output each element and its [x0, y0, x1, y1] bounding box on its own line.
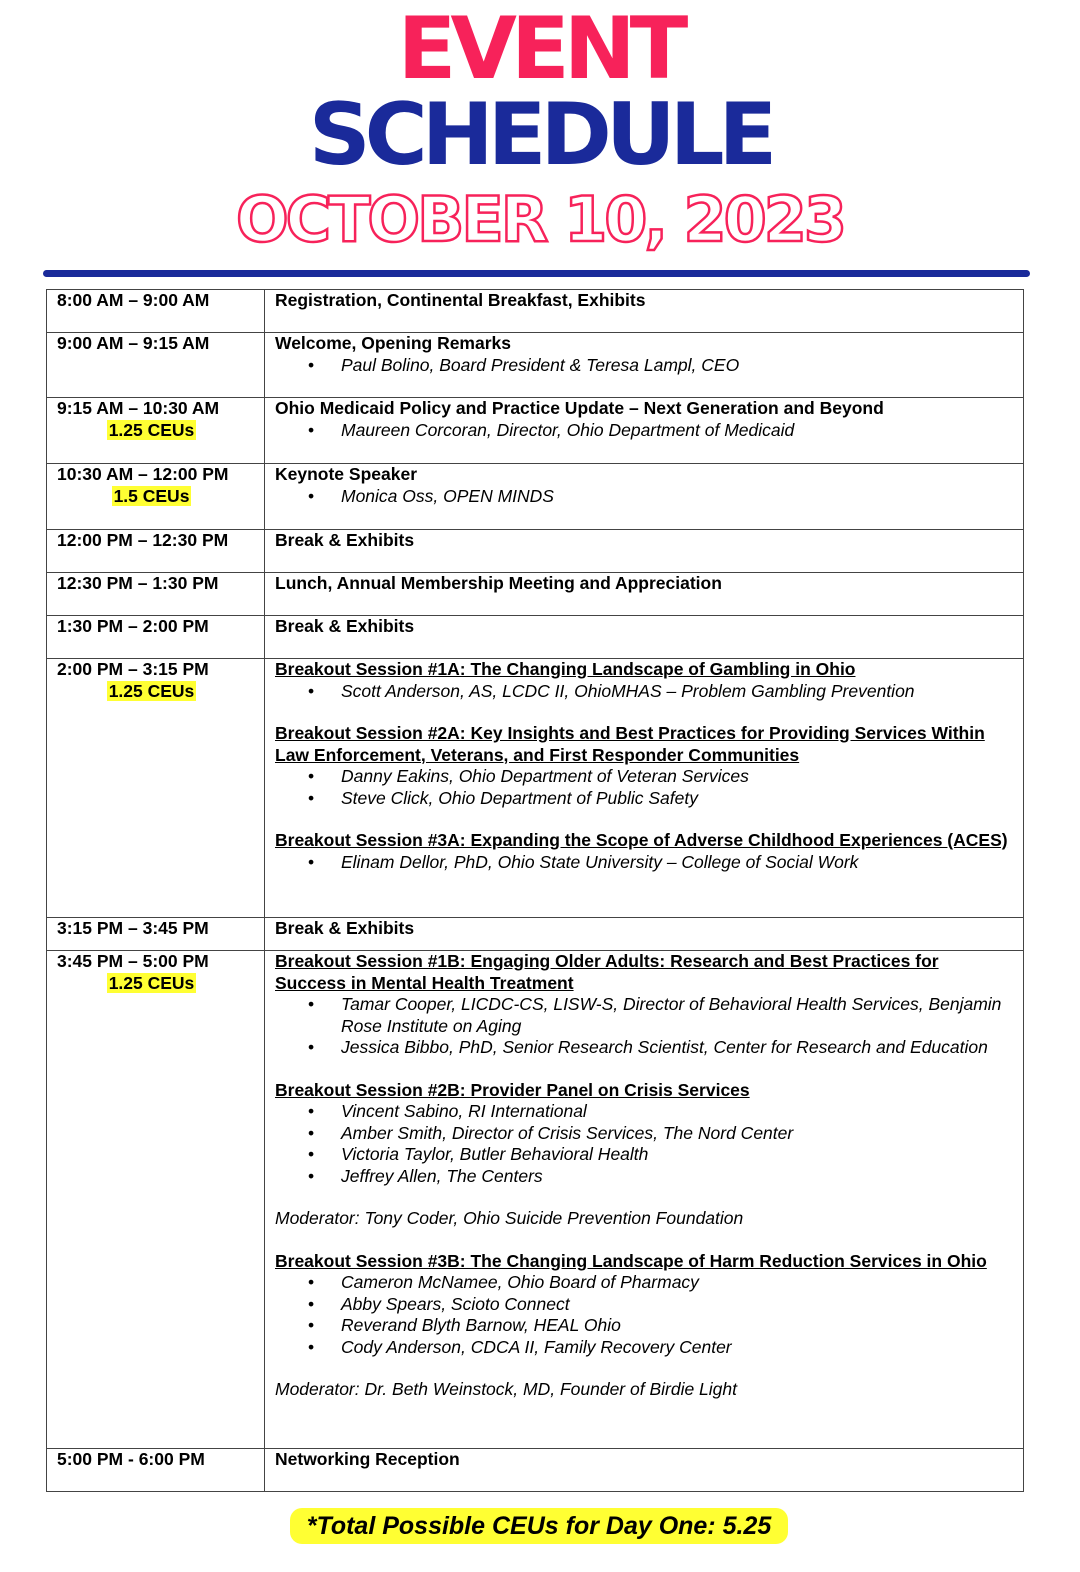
- time-cell: [47, 918, 265, 951]
- session-title: Welcome, Opening Remarks: [275, 333, 512, 353]
- schedule-table: [46, 289, 1024, 1492]
- time-label: 9:15 AM – 10:30 AM: [57, 398, 220, 418]
- table-row: [47, 530, 1024, 573]
- time-cell: [47, 464, 265, 530]
- time-cell: [47, 290, 265, 333]
- details-cell: [265, 659, 1024, 918]
- title-event: EVENT: [397, 0, 683, 99]
- time-cell: [47, 573, 265, 616]
- speaker: • Victoria Taylor, Butler Behavioral Health: [341, 1144, 1013, 1166]
- session-title: Ohio Medicaid Policy and Practice Update – Next Generation and Beyond: [275, 398, 884, 418]
- speaker-list: [275, 681, 1013, 703]
- header: [0, 0, 1080, 280]
- header-divider: [43, 270, 1030, 277]
- table-row: [47, 616, 1024, 659]
- time-label: 10:30 AM – 12:00 PM: [57, 464, 229, 484]
- time-label: 9:00 AM – 9:15 AM: [57, 333, 210, 353]
- session-title: Break & Exhibits: [275, 530, 415, 550]
- speaker-list: [275, 420, 1013, 442]
- session-title: Breakout Session #3A: Expanding the Scope of Adverse Childhood Experiences (ACES): [275, 830, 1008, 850]
- ceu-badge: 1.5 CEUs: [113, 485, 190, 506]
- ceu-badge: 1.25 CEUs: [108, 680, 195, 701]
- table-row: [47, 398, 1024, 464]
- details-cell: [265, 918, 1024, 951]
- time-cell: [47, 616, 265, 659]
- table-row: [47, 333, 1024, 398]
- time-label: 8:00 AM – 9:00 AM: [57, 290, 210, 310]
- event-date: OCTOBER 10, 2023: [235, 183, 845, 256]
- speaker: • Elinam Dellor, PhD, Ohio State University – College of Social Work: [341, 852, 1013, 874]
- session-title: Lunch, Annual Membership Meeting and Appreciation: [275, 573, 722, 593]
- speaker: • Monica Oss, OPEN MINDS: [341, 486, 1013, 508]
- time-cell: [47, 530, 265, 573]
- details-cell: [265, 464, 1024, 530]
- time-label: 12:00 PM – 12:30 PM: [57, 530, 229, 550]
- speaker: • Reverand Blyth Barnow, HEAL Ohio: [341, 1315, 1013, 1337]
- table-row: [47, 1449, 1024, 1492]
- session-title: Keynote Speaker: [275, 464, 418, 484]
- time-cell: [47, 1449, 265, 1492]
- speaker: • Paul Bolino, Board President & Teresa Lampl, CEO: [341, 355, 1013, 377]
- details-cell: [265, 573, 1024, 616]
- speaker-list: [275, 994, 1013, 1059]
- time-cell: [47, 333, 265, 398]
- speaker-list: [275, 766, 1013, 809]
- session-title: Break & Exhibits: [275, 616, 415, 636]
- time-label: 12:30 PM – 1:30 PM: [57, 573, 219, 593]
- session-title: Networking Reception: [275, 1449, 460, 1469]
- moderator: Moderator: Tony Coder, Ohio Suicide Prevention Foundation: [275, 1208, 744, 1228]
- time-cell: [47, 951, 265, 1449]
- speaker: • Vincent Sabino, RI International: [341, 1101, 1013, 1123]
- session-title: Breakout Session #2B: Provider Panel on Crisis Services: [275, 1079, 750, 1100]
- time-cell: [47, 659, 265, 918]
- ceu-badge: 1.25 CEUs: [108, 419, 195, 440]
- time-label: 2:00 PM – 3:15 PM: [57, 659, 209, 679]
- speaker-list: [275, 1101, 1013, 1187]
- details-cell: [265, 290, 1024, 333]
- session-title: Break & Exhibits: [275, 918, 415, 938]
- speaker-list: [275, 355, 1013, 377]
- session-title: Breakout Session #1A: The Changing Landscape of Gambling in Ohio: [275, 659, 856, 679]
- speaker: • Amber Smith, Director of Crisis Services, The Nord Center: [341, 1123, 1013, 1145]
- session-title: Breakout Session #2A: Key Insights and Best Practices for Providing Services Within Law Enforcement, Veterans, and First Responder Communities: [275, 723, 985, 765]
- speaker: • Cody Anderson, CDCA II, Family Recovery Center: [341, 1337, 1013, 1359]
- table-row: [47, 951, 1024, 1449]
- table-row: [47, 464, 1024, 530]
- time-cell: [47, 398, 265, 464]
- table-row: [47, 573, 1024, 616]
- time-label: 5:00 PM - 6:00 PM: [57, 1449, 205, 1469]
- table-row: [47, 918, 1024, 951]
- details-cell: [265, 530, 1024, 573]
- session-title: Breakout Session #3B: The Changing Landscape of Harm Reduction Services in Ohio: [275, 1250, 987, 1271]
- ceu-badge: 1.25 CEUs: [108, 972, 195, 993]
- details-cell: [265, 951, 1024, 1449]
- total-ceus-banner: *Total Possible CEUs for Day One: 5.25: [290, 1508, 788, 1544]
- moderator: Moderator: Dr. Beth Weinstock, MD, Founder of Birdie Light: [275, 1379, 737, 1399]
- session-title: Breakout Session #1B: Engaging Older Adults: Research and Best Practices for Success in Mental Health Treatment: [275, 951, 939, 993]
- session-title: Registration, Continental Breakfast, Exhibits: [275, 290, 646, 310]
- time-label: 3:45 PM – 5:00 PM: [57, 951, 209, 971]
- speaker: • Abby Spears, Scioto Connect: [341, 1294, 1013, 1316]
- speaker-list: [275, 486, 1013, 508]
- speaker-list: [275, 1272, 1013, 1358]
- speaker: • Jeffrey Allen, The Centers: [341, 1166, 1013, 1188]
- speaker: • Tamar Cooper, LICDC-CS, LISW-S, Director of Behavioral Health Services, Benjamin Rose Institute on Aging: [341, 994, 1013, 1037]
- details-cell: [265, 1449, 1024, 1492]
- table-row: [47, 290, 1024, 333]
- speaker: • Maureen Corcoran, Director, Ohio Department of Medicaid: [341, 420, 1013, 442]
- speaker: • Steve Click, Ohio Department of Public Safety: [341, 788, 1013, 810]
- time-label: 1:30 PM – 2:00 PM: [57, 616, 209, 636]
- speaker: • Cameron McNamee, Ohio Board of Pharmacy: [341, 1272, 1013, 1294]
- time-label: 3:15 PM – 3:45 PM: [57, 918, 209, 938]
- table-row: [47, 659, 1024, 918]
- details-cell: [265, 616, 1024, 659]
- speaker: • Danny Eakins, Ohio Department of Veteran Services: [341, 766, 1013, 788]
- title-schedule: SCHEDULE: [308, 85, 772, 185]
- details-cell: [265, 398, 1024, 464]
- speaker: • Jessica Bibbo, PhD, Senior Research Scientist, Center for Research and Education: [341, 1037, 1013, 1059]
- speaker: • Scott Anderson, AS, LCDC II, OhioMHAS – Problem Gambling Prevention: [341, 681, 1013, 703]
- details-cell: [265, 333, 1024, 398]
- speaker-list: [275, 852, 1013, 874]
